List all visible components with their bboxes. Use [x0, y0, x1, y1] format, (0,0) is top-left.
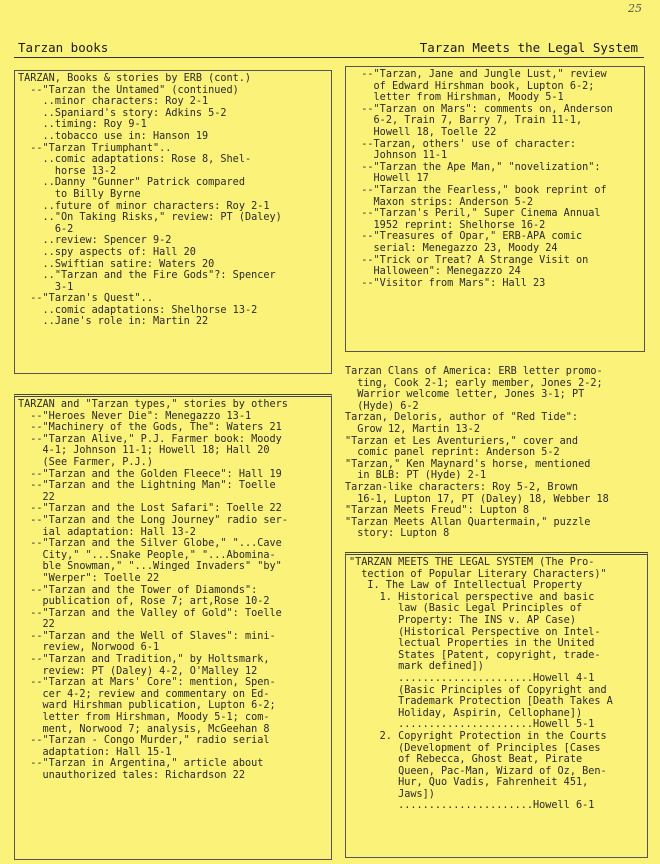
index-entry-line: unauthorized tales: Richardson 22 [18, 770, 245, 781]
index-entry-line: --"Visitor from Mars": Hall 23 [349, 277, 546, 289]
index-entry-line: in BLB: PT (Hyde) 2-1 [345, 470, 487, 482]
index-entry-line: ..Danny "Gunner" Patrick compared [18, 177, 245, 189]
index-entry-line: Howell 17 [349, 173, 429, 185]
index-entry-line: horse 13-2 [18, 165, 117, 177]
index-entry-line: (Historical Perspective on Intel- [349, 626, 601, 638]
index-entry-line: ..Spaniard's story: Adkins 5-2 [18, 107, 227, 119]
index-entry-line: Grow 12, Martin 13-2 [345, 423, 480, 435]
index-entry-line: --"Tarzan and the Golden Fleece": Hall 19 [18, 468, 282, 480]
index-entry-line: Johnson 11-1 [349, 150, 448, 162]
page-number: 25 [628, 2, 642, 15]
index-entry-line: 6-2 [18, 223, 74, 235]
header-rule [14, 57, 644, 58]
index-entry-line: letter from Hirshman, Moody 5-1; com- [18, 712, 270, 724]
index-entry-line: 4-1; Johnson 11-1; Howell 18; Hall 20 [18, 445, 270, 457]
index-entry-line: "Tarzan et Les Aventuriers," cover and [345, 435, 579, 447]
index-entry-line: --"Tarzan, Jane and Jungle Lust," review [349, 69, 607, 80]
index-entry-line: (Development of Principles [Cases [349, 742, 601, 754]
index-entry-line: --"Tarzan the Untamed" (continued) [18, 84, 239, 96]
index-entry-line: 22 [18, 491, 55, 503]
index-entry-line: ble Snowman," "...Winged Invaders" "by" [18, 561, 282, 573]
index-box-tarzan-stories-cont [345, 66, 645, 352]
index-entry-line: Trademark Protection [Death Takes A [349, 696, 613, 708]
index-entry-line: review: PT (Daley) 4-2, O'Malley 12 [18, 665, 258, 677]
index-entry-line: Tarzan, Deloris, author of "Red Tide": [345, 412, 579, 424]
index-entry-line: ..comic adaptations: Shelhorse 13-2 [18, 304, 258, 316]
index-entry-line: 2. Copyright Protection in the Courts [349, 730, 607, 742]
index-entry-line: ..timing: Roy 9-1 [18, 119, 147, 131]
index-entry-line: Queen, Pac-Man, Wizard of Oz, Ben- [349, 765, 607, 777]
index-entry-line: 1. Historical perspective and basic [349, 591, 595, 603]
index-entry-line: I. The Law of Intellectual Property [349, 580, 583, 592]
index-entry-line: TARZAN, Books & stories by ERB (cont.) [18, 73, 252, 84]
index-entry-line: review, Norwood 6-1 [18, 642, 160, 654]
header-right-title: Tarzan Meets the Legal System [419, 40, 638, 55]
index-entry-line: of Rebecca, Ghost Beat, Pirate [349, 754, 583, 766]
index-entry-line: letter from Hirshman, Moody 5-1 [349, 92, 564, 104]
index-entry-line: tection of Popular Literary Characters)" [349, 568, 607, 580]
index-box-tarzan-by-others [14, 394, 332, 860]
index-entry-line: comic panel reprint: Anderson 5-2 [345, 447, 560, 459]
index-entry-line: States [Patent, copyright, trade- [349, 649, 601, 661]
index-entry-line: Maxon strips: Anderson 5-2 [349, 196, 534, 208]
index-entry-line: --"Tarzan the Ape Man," "novelization": [349, 161, 601, 173]
index-entry-line: --"Trick or Treat? A Strange Visit on [349, 254, 589, 266]
index-entry-line: --"Tarzan and the Well of Slaves": mini- [18, 630, 276, 642]
index-entry-line: 3-1 [18, 281, 74, 293]
index-entry-line: ..tobacco use in: Hanson 19 [18, 130, 209, 142]
index-entry-line: ial adaptation: Hall 13-2 [18, 526, 196, 538]
index-entry-line: publication of, Rose 7; art,Rose 10-2 [18, 596, 270, 608]
index-entry-line: ..minor characters: Roy 2-1 [18, 96, 209, 108]
index-entry-line: ..spy aspects of: Hall 20 [18, 246, 196, 258]
index-entry-line: Tarzan-like characters: Roy 5-2, Brown [345, 481, 579, 493]
index-entry-line: (See Farmer, P.J.) [18, 456, 153, 468]
index-entry-line: 22 [18, 619, 55, 631]
index-entry-line: Hur, Quo Vadis, Fahrenheit 451, [349, 777, 589, 789]
index-entry-line: "Werper": Toelle 22 [18, 572, 160, 584]
index-entry-line: 1952 reprint: Shelhorse 16-2 [349, 219, 546, 231]
index-entry-line: cer 4-2; review and commentary on Ed- [18, 688, 270, 700]
index-entry-line: .."Tarzan and the Fire Gods"?: Spencer [18, 270, 276, 282]
index-entry-line: "Tarzan Meets Freud": Lupton 8 [345, 505, 530, 517]
index-entry-line: --"Tarzan - Congo Murder," radio serial [18, 735, 270, 747]
index-entry-line: Halloween": Menegazzo 24 [349, 266, 521, 278]
index-entry-line: ......................Howell 4-1 [349, 672, 595, 684]
index-entry-line: "Tarzan," Ken Maynard's horse, mentioned [345, 458, 591, 470]
index-entry-line: ment, Norwood 7; analysis, McGeehan 8 [18, 723, 270, 735]
index-entry-line: ward Hirshman publication, Lupton 6-2; [18, 700, 276, 712]
index-entry-line: --"Tarzan and the Long Journey" radio ser- [18, 514, 288, 526]
index-entry-line: "TARZAN MEETS THE LEGAL SYSTEM (The Pro- [349, 557, 595, 568]
index-entry-line: (Hyde) 6-2 [345, 400, 419, 412]
index-entry-line: Property: The INS v. AP Case) [349, 614, 576, 626]
index-entry-line: Howell 18, Toelle 22 [349, 126, 497, 138]
index-entry-line: serial: Menegazzo 23, Moody 24 [349, 242, 558, 254]
index-entry-line: --"Tarzan's Peril," Super Cinema Annual [349, 208, 601, 220]
index-entry-line: --Tarzan, others' use of character: [349, 138, 576, 150]
index-entry-line: mark defined]) [349, 661, 484, 673]
index-entry-line: ..comic adaptations: Rose 8, Shel- [18, 154, 252, 166]
index-entry-line: --"Machinery of the Gods, The": Waters 21 [18, 422, 282, 434]
index-entry-line: --"Tarzan Triumphant".. [18, 142, 172, 154]
index-entry-line: Tarzan Clans of America: ERB letter promo- [345, 366, 603, 377]
index-entry-line: TARZAN and "Tarzan types," stories by others [18, 399, 288, 410]
index-entry-line: ......................Howell 5-1 [349, 719, 595, 731]
index-entry-line: ..Jane's role in: Martin 22 [18, 316, 209, 328]
index-box-legal-system [345, 552, 648, 858]
index-entry-line: to Billy Byrne [18, 188, 141, 200]
index-entry-line: .."On Taking Risks," review: PT (Daley) [18, 212, 282, 224]
index-entry-line: ting, Cook 2-1; early member, Jones 2-2; [345, 377, 603, 389]
index-entry-line: --"Tarzan and the Silver Globe," "...Cave [18, 538, 282, 550]
index-entry-line: Jaws]) [349, 788, 435, 800]
index-entry-line: City," "...Snake People," "...Abomina- [18, 549, 276, 561]
index-entry-line: lectual Properties in the United [349, 638, 595, 650]
header-left-title: Tarzan books [18, 40, 109, 55]
index-entry-line: --"Tarzan and the Valley of Gold": Toelle [18, 607, 282, 619]
index-entry-line: adaptation: Hall 15-1 [18, 746, 172, 758]
index-entry-line: "Tarzan Meets Allan Quartermain," puzzle [345, 516, 591, 528]
index-entry-line: --"Tarzan at Mars' Core": mention, Spen- [18, 677, 276, 689]
index-entry-line: --"Tarzan and the Tower of Diamonds": [18, 584, 258, 596]
index-entry-line: story: Lupton 8 [345, 528, 450, 540]
index-entry-line: ..future of minor characters: Roy 2-1 [18, 200, 270, 212]
index-entry-line: Holiday, Aspirin, Cellophane]) [349, 707, 583, 719]
index-entry-line: --"Tarzan the Fearless," book reprint of [349, 184, 607, 196]
index-entry-line: --"Tarzan and the Lightning Man": Toelle [18, 480, 276, 492]
index-entry-line: 6-2, Train 7, Barry 7, Train 11-1, [349, 115, 583, 127]
index-entry-line: (Basic Principles of Copyright and [349, 684, 607, 696]
index-box-erb-books [14, 70, 332, 374]
index-block-tarzan-misc [345, 366, 650, 548]
index-entry-line: 16-1, Lupton 17, PT (Daley) 18, Webber 18 [345, 493, 609, 505]
index-entry-line: ..Swiftian satire: Waters 20 [18, 258, 215, 270]
index-entry-line: --"Tarzan and the Lost Safari": Toelle 22 [18, 503, 282, 515]
index-entry-line: --"Treasures of Opar," ERB-APA comic [349, 231, 583, 243]
index-entry-line: Warrior welcome letter, Jones 3-1; PT [345, 389, 585, 401]
index-entry-line: --"Heroes Never Die": Menegazzo 13-1 [18, 410, 252, 422]
index-entry-line: --"Tarzan in Argentina," article about [18, 758, 264, 770]
index-entry-line: law (Basic Legal Principles of [349, 603, 583, 615]
index-entry-line: --"Tarzan Alive," P.J. Farmer book: Moody [18, 433, 282, 445]
index-entry-line: ......................Howell 6-1 [349, 800, 595, 812]
index-entry-line: --"Tarzan and Tradition," by Holtsmark, [18, 654, 270, 666]
index-entry-line: of Edward Hirshman book, Lupton 6-2; [349, 80, 595, 92]
index-entry-line: --"Tarzan's Quest".. [18, 293, 153, 305]
index-entry-line: --"Tarzan on Mars": comments on, Anderson [349, 103, 613, 115]
index-entry-line: ..review: Spencer 9-2 [18, 235, 172, 247]
